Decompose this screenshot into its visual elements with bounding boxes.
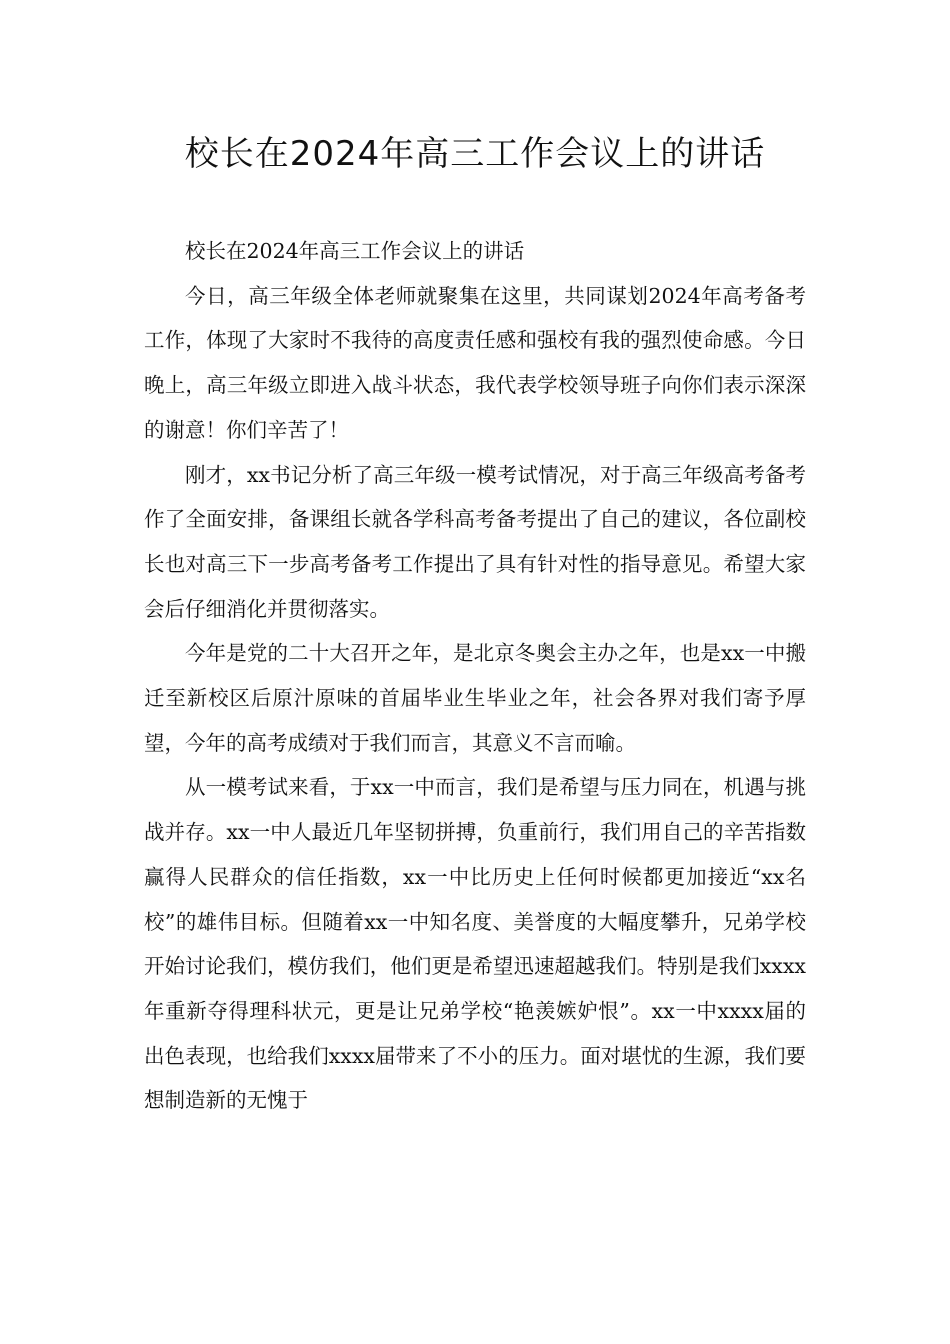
paragraph: 今年是党的二十大召开之年，是北京冬奥会主办之年，也是xx一中搬迁至新校区后原汁原味的首届毕业生毕业之年，社会各界对我们寄予厚望，今年的高考成绩对于我们而言，其意义不言而喻。 bbox=[144, 641, 806, 755]
paragraph: 今日，高三年级全体老师就聚集在这里，共同谋划2024年高考备考工作，体现了大家时不我待的高度责任感和强校有我的强烈使命感。今日晚上，高三年级立即进入战斗状态，我代表学校领导班子向你们表示深深的谢意！你们辛苦了！ bbox=[144, 283, 806, 442]
paragraph: 刚才，xx书记分析了高三年级一模考试情况，对于高三年级高考备考作了全面安排，备课组长就各学科高考备考提出了自己的建议，各位副校长也对高三下一步高考备考工作提出了具有针对性的指导意见。希望大家会后仔细消化并贯彻落实。 bbox=[144, 462, 806, 621]
document-body bbox=[144, 229, 806, 1123]
paragraph-subtitle: 校长在2024年高三工作会议上的讲话 bbox=[185, 239, 525, 263]
paragraph: 从一模考试来看，于xx一中而言，我们是希望与压力同在，机遇与挑战并存。xx一中人最近几年坚韧拼搏，负重前行，我们用自己的辛苦指数赢得人民群众的信任指数，xx一中比历史上任何时候都更加接近“xx名校”的雄伟目标。但随着xx一中知名度、美誉度的大幅度攀升，兄弟学校开始讨论我们，模仿我们，他们更是希望迅速超越我们。特别是我们xxxx年重新夺得理科状元，更是让兄弟学校“艳羡嫉妒恨”。xx一中xxxx届的出色表现，也给我们xxxx届带来了不小的压力。面对堪忧的生源，我们要想制造新的无愧于 bbox=[144, 775, 806, 1113]
document-title: 校长在2024年高三工作会议上的讲话 bbox=[184, 134, 766, 174]
